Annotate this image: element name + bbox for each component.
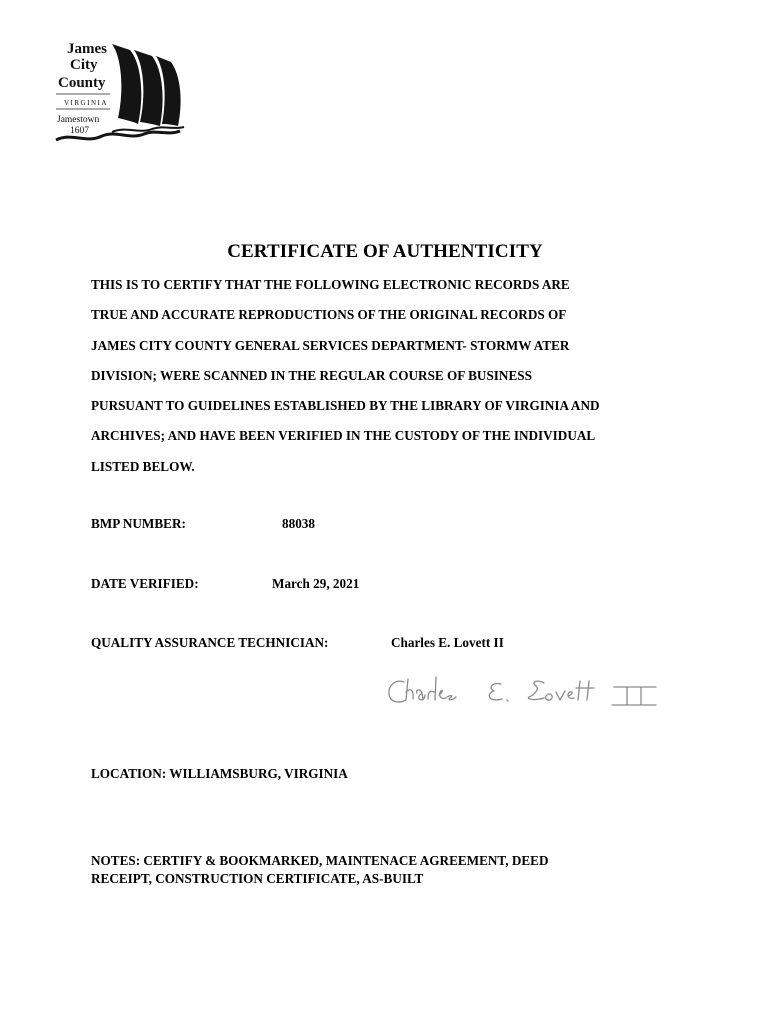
svg-text:Jamestown: Jamestown (57, 115, 100, 125)
notes (91, 852, 691, 888)
statement-line: LISTED BELOW. (91, 458, 195, 474)
svg-text:County: County (58, 75, 106, 91)
svg-text:VIRGINIA: VIRGINIA (64, 99, 108, 107)
statement-line: THIS IS TO CERTIFY THAT THE FOLLOWING ELECTRONIC RECORDS ARE (91, 277, 570, 292)
notes-line: NOTES: CERTIFY & BOOKMARKED, MAINTENACE AGREEMENT, DEED (91, 853, 549, 868)
james-city-county-logo (52, 36, 187, 146)
certification-statement (91, 276, 701, 488)
statement-line: DIVISION; WERE SCANNED IN THE REGULAR COURSE OF BUSINESS (91, 367, 532, 383)
handwritten-signature (384, 673, 664, 715)
statement-line: PURSUANT TO GUIDELINES ESTABLISHED BY THE LIBRARY OF VIRGINIA AND (91, 398, 600, 414)
statement-line: ARCHIVES; AND HAVE BEEN VERIFIED IN THE CUSTODY OF THE INDIVIDUAL (91, 428, 596, 444)
svg-text:James: James (67, 41, 107, 57)
svg-text:1607: 1607 (70, 126, 89, 136)
technician-value: Charles E. Lovett II (391, 635, 504, 650)
date-verified-value: March 29, 2021 (272, 576, 360, 591)
svg-text:City: City (70, 57, 98, 73)
statement-line: TRUE AND ACCURATE REPRODUCTIONS OF THE ORIGINAL RECORDS OF (91, 307, 567, 323)
bmp-number-label: BMP NUMBER: (91, 516, 186, 531)
date-verified-label: DATE VERIFIED: (91, 576, 199, 591)
location: LOCATION: WILLIAMSBURG, VIRGINIA (91, 766, 348, 781)
bmp-number-value: 88038 (282, 516, 315, 531)
certificate-title: CERTIFICATE OF AUTHENTICITY (227, 241, 543, 262)
ship-sails-icon (52, 36, 187, 146)
technician-label: QUALITY ASSURANCE TECHNICIAN: (91, 635, 329, 650)
notes-line: RECEIPT, CONSTRUCTION CERTIFICATE, AS-BUILT (91, 871, 424, 886)
statement-line: JAMES CITY COUNTY GENERAL SERVICES DEPARTMENT- STORMW ATER (91, 337, 570, 353)
